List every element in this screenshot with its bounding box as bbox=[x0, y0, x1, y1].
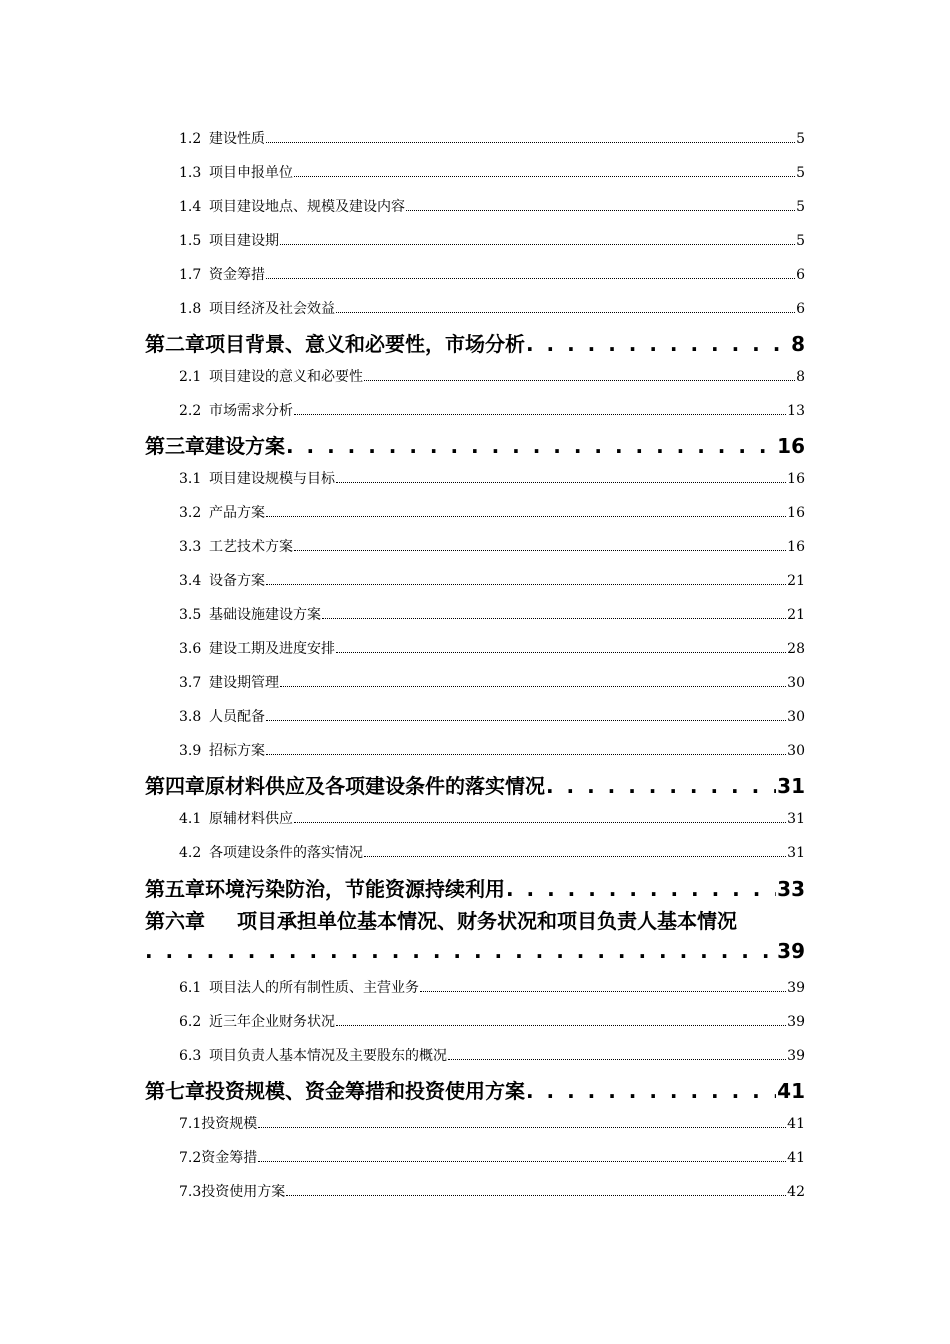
toc-chapter-entry[interactable] bbox=[145, 873, 805, 899]
toc-leader-dots bbox=[258, 1127, 786, 1128]
toc-section-title: 市场需求分析 bbox=[209, 403, 293, 419]
toc-page-number: 16 bbox=[787, 505, 805, 521]
toc-chapter-title: 环境污染防治，节能资源持续利用 bbox=[205, 877, 505, 901]
toc-section-number: 2.2 bbox=[179, 403, 202, 419]
toc-section-title: 项目法人的所有制性质、主营业务 bbox=[209, 980, 419, 996]
toc-leader-dots bbox=[286, 434, 776, 458]
toc-section-entry[interactable] bbox=[179, 1011, 805, 1031]
toc-section-entry[interactable] bbox=[179, 1147, 805, 1167]
toc-leader-dots bbox=[526, 332, 790, 356]
toc-leader-dots bbox=[280, 244, 795, 245]
toc-page-number: 42 bbox=[787, 1184, 805, 1200]
toc-section-number: 4.2 bbox=[179, 845, 202, 861]
toc-section-title: 建设期管理 bbox=[209, 675, 279, 691]
toc-section-entry[interactable] bbox=[179, 264, 805, 284]
toc-leader-dots bbox=[336, 1025, 786, 1026]
toc-section-entry[interactable] bbox=[179, 196, 805, 216]
toc-leader-dots bbox=[266, 278, 795, 279]
toc-section-entry[interactable] bbox=[179, 842, 805, 862]
toc-leader-dots bbox=[266, 754, 786, 755]
toc-section-number: 7.2 bbox=[179, 1150, 202, 1166]
toc-leader-dots bbox=[266, 142, 795, 143]
toc-section-title: 建设工期及进度安排 bbox=[209, 641, 335, 657]
toc-chapter-entry[interactable] bbox=[145, 1075, 805, 1101]
toc-section-number: 3.4 bbox=[179, 573, 202, 589]
toc-page-number: 39 bbox=[787, 1014, 805, 1030]
toc-chapter-entry[interactable] bbox=[145, 430, 805, 456]
toc-page-number: 6 bbox=[796, 267, 805, 283]
toc-chapter-leader-line bbox=[145, 939, 805, 965]
toc-section-entry[interactable] bbox=[179, 298, 805, 318]
toc-page-number: 33 bbox=[777, 877, 805, 901]
toc-page-number: 8 bbox=[791, 332, 805, 356]
toc-section-entry[interactable] bbox=[179, 570, 805, 590]
toc-chapter-title: 项目承担单位基本情况、财务状况和项目负责人基本情况 bbox=[237, 909, 737, 933]
toc-leader-dots bbox=[266, 584, 786, 585]
toc-section-entry[interactable] bbox=[179, 1181, 805, 1201]
toc-section-title: 招标方案 bbox=[209, 743, 265, 759]
toc-leader-dots bbox=[294, 550, 786, 551]
toc-page-number: 30 bbox=[787, 709, 805, 725]
toc-leader-dots bbox=[526, 1079, 776, 1103]
toc-leader-dots bbox=[336, 482, 786, 483]
toc-section-entry[interactable] bbox=[179, 977, 805, 997]
toc-section-entry[interactable] bbox=[179, 536, 805, 556]
toc-section-entry[interactable] bbox=[179, 400, 805, 420]
toc-section-entry[interactable] bbox=[179, 604, 805, 624]
toc-chapter-entry[interactable] bbox=[145, 770, 805, 796]
toc-page-number: 28 bbox=[787, 641, 805, 657]
toc-section-title: 设备方案 bbox=[209, 573, 265, 589]
toc-section-title: 项目建设的意义和必要性 bbox=[209, 369, 363, 385]
toc-section-number: 6.1 bbox=[179, 980, 202, 996]
toc-section-number: 6.2 bbox=[179, 1014, 202, 1030]
toc-section-title: 各项建设条件的落实情况 bbox=[209, 845, 363, 861]
toc-section-entry[interactable] bbox=[179, 706, 805, 726]
toc-section-entry[interactable] bbox=[179, 128, 805, 148]
toc-leader-dots bbox=[336, 652, 786, 653]
toc-chapter-number: 第六章 bbox=[145, 909, 205, 933]
toc-page-number: 8 bbox=[796, 369, 805, 385]
toc-section-entry[interactable] bbox=[179, 502, 805, 522]
toc-chapter-title: 原材料供应及各项建设条件的落实情况 bbox=[205, 774, 545, 798]
toc-section-title: 项目负责人基本情况及主要股东的概况 bbox=[209, 1048, 447, 1064]
toc-section-title: 资金筹措 bbox=[209, 267, 265, 283]
toc-leader-dots bbox=[322, 618, 786, 619]
toc-section-title: 项目申报单位 bbox=[209, 165, 293, 181]
toc-page-number: 5 bbox=[796, 199, 805, 215]
toc-chapter-number: 第二章 bbox=[145, 332, 205, 356]
toc-section-title: 资金筹措 bbox=[201, 1150, 258, 1166]
toc-section-number: 1.5 bbox=[179, 233, 202, 249]
toc-page-number: 41 bbox=[777, 1079, 805, 1103]
toc-section-number: 1.8 bbox=[179, 301, 202, 317]
toc-leader-dots bbox=[364, 380, 795, 381]
toc-chapter-entry[interactable] bbox=[145, 905, 805, 934]
toc-section-number: 1.4 bbox=[179, 199, 202, 215]
toc-section-title: 近三年企业财务状况 bbox=[209, 1014, 335, 1030]
toc-section-entry[interactable] bbox=[179, 1045, 805, 1065]
toc-page-number: 39 bbox=[777, 939, 805, 963]
toc-leader-dots bbox=[448, 1059, 786, 1060]
toc-leader-dots bbox=[266, 516, 786, 517]
toc-chapter-number: 第三章 bbox=[145, 434, 205, 458]
toc-page-number: 16 bbox=[777, 434, 805, 458]
toc-section-title: 原辅材料供应 bbox=[209, 811, 293, 827]
toc-page-number: 13 bbox=[787, 403, 805, 419]
toc-chapter-number: 第四章 bbox=[145, 774, 205, 798]
toc-chapter-title: 项目背景、意义和必要性，市场分析 bbox=[205, 332, 525, 356]
toc-section-number: 7.1 bbox=[179, 1116, 202, 1132]
toc-page-number: 5 bbox=[796, 165, 805, 181]
toc-leader-dots bbox=[294, 414, 786, 415]
toc-page-number: 16 bbox=[787, 539, 805, 555]
toc-section-number: 1.7 bbox=[179, 267, 202, 283]
toc-section-title: 工艺技术方案 bbox=[209, 539, 293, 555]
toc-leader-dots bbox=[364, 856, 786, 857]
toc-section-number: 2.1 bbox=[179, 369, 202, 385]
toc-page-number: 5 bbox=[796, 233, 805, 249]
toc-page-number: 41 bbox=[787, 1150, 805, 1166]
toc-section-number: 3.6 bbox=[179, 641, 202, 657]
toc-section-number: 7.3 bbox=[179, 1184, 202, 1200]
toc-section-entry[interactable] bbox=[179, 230, 805, 250]
toc-section-title: 项目建设规模与目标 bbox=[209, 471, 335, 487]
toc-leader-dots bbox=[294, 822, 786, 823]
toc-page-number: 30 bbox=[787, 675, 805, 691]
toc-section-title: 项目建设期 bbox=[209, 233, 279, 249]
toc-section-entry[interactable] bbox=[179, 366, 805, 386]
toc-section-title: 投资规模 bbox=[201, 1116, 258, 1132]
toc-leader-dots bbox=[286, 1195, 786, 1196]
toc-leader-dots bbox=[258, 1161, 786, 1162]
toc-chapter-number: 第七章 bbox=[145, 1079, 205, 1103]
toc-leader-dots bbox=[546, 774, 776, 798]
toc-page-number: 6 bbox=[796, 301, 805, 317]
toc-section-number: 6.3 bbox=[179, 1048, 202, 1064]
toc-section-number: 4.1 bbox=[179, 811, 202, 827]
toc-page-number: 31 bbox=[787, 845, 805, 861]
toc-section-title: 产品方案 bbox=[209, 505, 265, 521]
toc-chapter-title: 投资规模、资金筹措和投资使用方案 bbox=[205, 1079, 525, 1103]
toc-page-number: 5 bbox=[796, 131, 805, 147]
toc-section-title: 人员配备 bbox=[209, 709, 265, 725]
toc-chapter-title: 建设方案 bbox=[205, 434, 285, 458]
toc-page-number: 31 bbox=[787, 811, 805, 827]
toc-chapter-number: 第五章 bbox=[145, 877, 205, 901]
toc-section-number: 3.5 bbox=[179, 607, 202, 623]
toc-leader-dots bbox=[266, 720, 786, 721]
toc-leader-dots bbox=[280, 686, 786, 687]
toc-section-number: 3.3 bbox=[179, 539, 202, 555]
toc-leader-dots bbox=[294, 176, 795, 177]
toc-section-entry[interactable] bbox=[179, 740, 805, 760]
toc-section-entry[interactable] bbox=[179, 1113, 805, 1133]
toc-section-number: 3.1 bbox=[179, 471, 202, 487]
toc-section-title: 投资使用方案 bbox=[201, 1184, 286, 1200]
toc-section-number: 1.2 bbox=[179, 131, 202, 147]
toc-page-number: 39 bbox=[787, 980, 805, 996]
toc-section-title: 基础设施建设方案 bbox=[209, 607, 321, 623]
toc-leader-dots bbox=[336, 312, 795, 313]
toc-section-number: 3.8 bbox=[179, 709, 202, 725]
toc-section-number: 3.7 bbox=[179, 675, 202, 691]
toc-section-title: 项目经济及社会效益 bbox=[209, 301, 335, 317]
toc-section-entry[interactable] bbox=[179, 162, 805, 182]
toc-section-number: 3.9 bbox=[179, 743, 202, 759]
toc-leader-dots bbox=[406, 210, 795, 211]
toc-page-number: 31 bbox=[777, 774, 805, 798]
toc-leader-dots bbox=[506, 877, 776, 901]
toc-leader-dots bbox=[145, 939, 776, 963]
toc-chapter-entry[interactable] bbox=[145, 328, 805, 354]
toc-section-entry[interactable] bbox=[179, 468, 805, 488]
toc-page-number: 39 bbox=[787, 1048, 805, 1064]
toc-section-title: 项目建设地点、规模及建设内容 bbox=[209, 199, 405, 215]
toc-leader-dots bbox=[420, 991, 786, 992]
toc-page-number: 30 bbox=[787, 743, 805, 759]
toc-page-number: 41 bbox=[787, 1116, 805, 1132]
toc-section-entry[interactable] bbox=[179, 672, 805, 692]
toc-section-entry[interactable] bbox=[179, 638, 805, 658]
toc-section-entry[interactable] bbox=[179, 808, 805, 828]
toc-section-number: 3.2 bbox=[179, 505, 202, 521]
toc-page-number: 21 bbox=[787, 607, 805, 623]
toc-page-number: 16 bbox=[787, 471, 805, 487]
toc-section-title: 建设性质 bbox=[209, 131, 265, 147]
toc-page-number: 21 bbox=[787, 573, 805, 589]
toc-section-number: 1.3 bbox=[179, 165, 202, 181]
